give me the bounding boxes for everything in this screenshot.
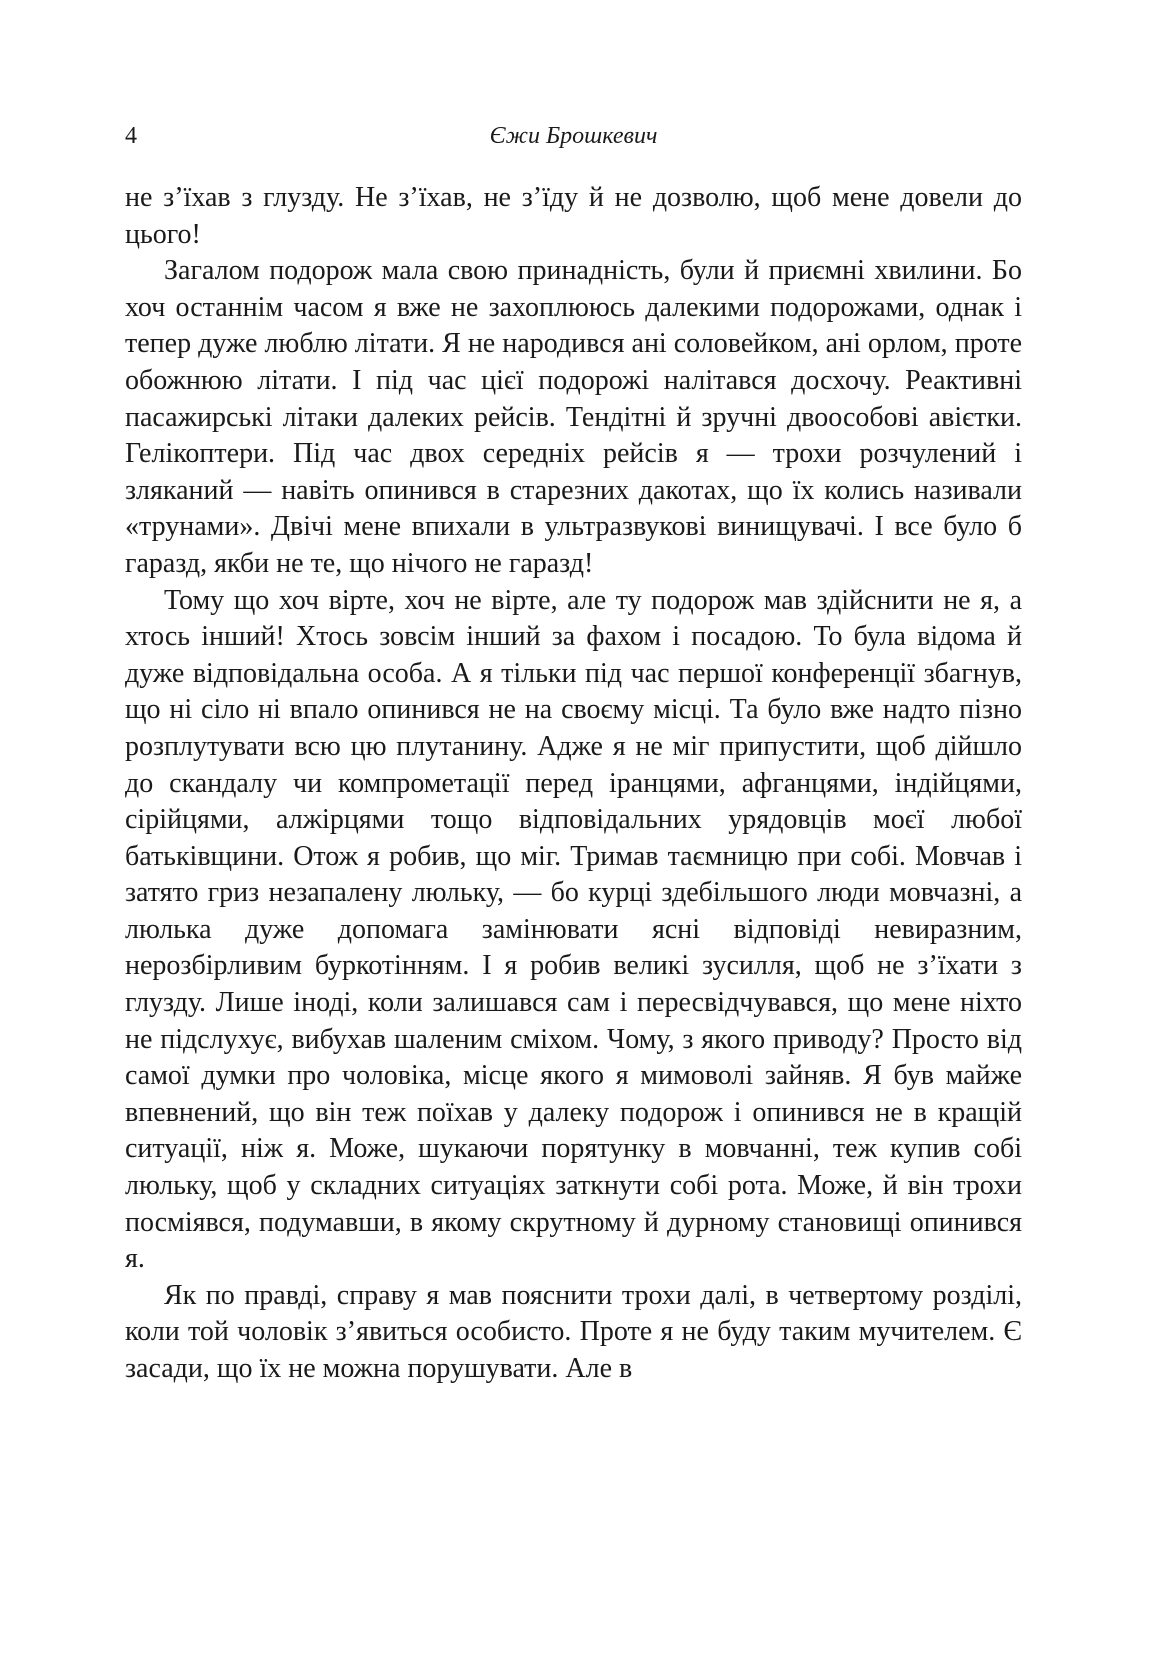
paragraph-3: Тому що хоч вірте, хоч не вірте, але ту подорож мав здійснити не я, а хтось інший! Хтось зовсім інший за фахом і посадою. То була відома й дуже відповідальна особа. А я тільки під час першої конференції збагнув, що ні сіло ні впало опинився не на своєму місці. Та було вже надто пізно розплутувати всю цю плутанину. Адже я не міг припустити, щоб дійшло до скандалу чи компрометації перед іранцями, афганцями, індійцями, сірійцями, алжірцями тощо відповідальних урядовців моєї любої батьківщини. Отож я робив, що міг. Тримав таємницю при собі. Мовчав і затято гриз незапалену люльку, — бо курці здебільшого люди мовчазні, а люлька дуже допомага замінювати ясні відповіді невиразним, нерозбірливим буркотінням. І я робив великі зусилля, щоб не з’їхати з глузду. Лише іноді, коли залишався сам і пересвідчувався, що мене ніхто не підслухує, вибухав шаленим сміхом. Чому, з якого приводу? Просто від самої думки про чоловіка, місце якого я мимоволі зайняв. Я був майже впевнений, що він теж поїхав у далеку подорож і опинився не в кращій ситуації, ніж я. Може, шукаючи порятунку в мовчанні, теж купив собі люльку, щоб у складних ситуаціях заткнути собі рота. Може, й він трохи посміявся, подумавши, в якому скрутному й дурному становищі опинився я. [125, 584, 1022, 1275]
paragraph-2: Загалом подорож мала свою принадність, були й приємні хвилини. Бо хоч останнім часом я вже не захоплююсь далекими подорожами, однак і тепер дуже люблю літати. Я не народився ані соловейком, ані орлом, проте обожнюю літати. І під час цієї подорожі налітався досхочу. Реактивні пасажирські літаки далеких рейсів. Тендітні й зручні двоособові авієтки. Гелікоптери. Під час двох середніх рейсів я — трохи розчулений і зляканий — навіть опинився в старезних дакотах, що їх колись називали «трунами». Двічі мене впихали в ультразвукові винищувачі. І все було б гаразд, якби не те, що нічого не гаразд! [125, 255, 1022, 579]
body-text [125, 180, 1022, 1388]
running-header [125, 118, 1022, 154]
paragraph-4: Як по правді, справу я мав пояснити трохи далі, в четвертому розділі, коли той чоловік з’явиться особисто. Проте я не буду таким мучителем. Є засади, що їх не можна порушувати. Але в [125, 1279, 1022, 1384]
page-number: 4 [125, 123, 137, 149]
paragraph-1: не з’їхав з глузду. Не з’їхав, не з’їду й не дозволю, щоб мене довели до цього! [125, 182, 1022, 250]
running-title: Єжи Брошкевич [489, 123, 658, 149]
